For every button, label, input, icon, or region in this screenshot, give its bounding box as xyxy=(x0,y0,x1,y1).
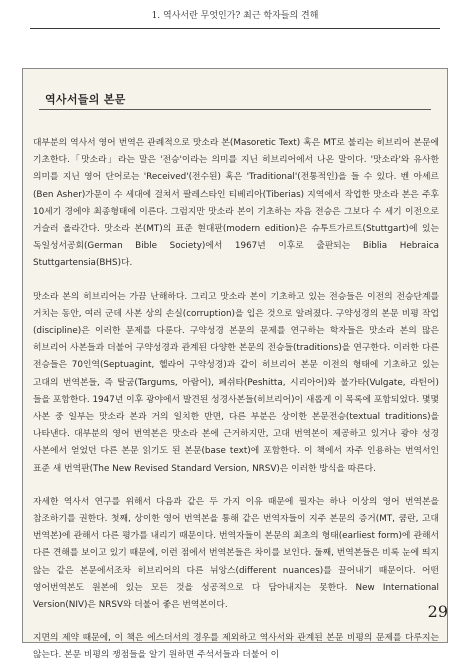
paragraph-2: 맛소라 본의 히브리어는 가끔 난해하다. 그리고 맛소라 본이 기초하고 있는 전승들은 이전의 전승단계를 거치는 동안, 여러 군데 사본 상의 손실(corruption)을 입은 것으로 알려졌다. 구약성경의 본문 비평 작업(discipline)은 이러한 문제를 다룬다. 구약성경 본문의 문제를 연구하는 학자들은 맛소라 본의 많은 히브리어 사본들과 더불어 구약성경과 관계된 다양한 본문의 전승들(traditions)을 연구한다. 이러한 다른 전승들은 70인역(Septuagint, 헬라어 구약성경)과 같이 히브리어 본문 이전의 형태에 기초하고 있는 고대의 번역본들, 즉 탈굼(Targums, 아람어), 페쉬타(Peshitta, 시리아어)와 불가타(Vulgate, 라틴어)들을 포함한다. 1947년 이후 광야에서 발견된 성경사본들(히브리어)이 새롭게 이 목록에 포함되었다. 몇몇 사본 중 일부는 맛소라 본과 거의 일치한 반면, 다른 부분은 상이한 본문전승(textual traditions)을 나타낸다. 대부분의 영어 번역본은 맛소라 본에 근거하지만, 고대 번역본이 제공하고 있거나 광야 성경 사본에서 얻었던 다른 본문 읽기도 된 본문(base text)에 포함한다. 이 책에서 자주 인용하는 번역서인 표준 새 번역판(The New Revised Standard Version, NRSV)은 이러한 방식을 따른다. xyxy=(33,291,439,474)
sidebar-box xyxy=(22,68,448,661)
header-rule xyxy=(30,28,440,29)
paragraph-3: 자세한 역사서 연구를 위해서 다음과 같은 두 가지 이유 때문에 필자는 하나 이상의 영어 번역본을 참조하기를 권한다. 첫째, 상이한 영어 번역본을 통해 같은 번역자들이 지주 본문의 증거(MT, 쿰란, 고대 번역본)에 관해서 다른 평가를 내리기 때문이다. 번역자들이 본문의 최초의 형태(earliest form)에 관해서 다른 견해를 보이고 있기 때문에, 이런 점에서 번역본들은 차이를 보인다. 둘째, 번역본들은 비록 눈에 띄지 않는 같은 본문에서조차 히브리어의 다른 뉘앙스(different nuances)를 끌어내기 때문이다. 어떤 영어번역본도 원본에 있는 모든 것을 성공적으로 다 담아내지는 못한다. New International Version(NIV)은 NRSV와 더불어 좋은 번역본이다. xyxy=(33,496,439,611)
box-body xyxy=(33,135,439,665)
running-head: 1. 역사서란 무엇인가? 최근 학자들의 견해 xyxy=(151,11,319,21)
page-number: 29 xyxy=(427,602,448,621)
box-title: 역사서들의 본문 xyxy=(45,93,126,106)
paragraph-1: 대부분의 역사서 영어 번역은 관례적으로 맛소라 본(Masoretic Text) 혹은 MT로 불리는 히브리어 본문에 기초한다.「맛소라」라는 말은 '전승'이라는 의미를 지닌 히브리어에서 나온 말이다. '맛소라'와 유사한 의미를 지닌 영어 단어로는 'Received'(전수된) 혹은 'Traditional'(전통적인)을 들 수 있다. 벤 아셰르(Ben Asher)가문이 수 세대에 걸쳐서 팔레스타인 티베리아(Tiberias) 지역에서 작업한 맛소라 본은 주후 10세기 경에야 최종형태에 이른다. 그럼지만 맛소라 본이 기초하는 자음 전승은 그보다 수 세기 이전으로 거슬러 올라간다. 맛소라 본(MT)의 표준 현대판(modern edition)은 슈투트가르트(Stuttgart)에 있는 독일성서공회(German Bible Society)에서 1967년 이후로 출판되는 Biblia Hebraica Stuttgartensia(BHS)다. xyxy=(33,138,439,269)
title-rule xyxy=(39,109,431,110)
paragraph-4: 지면의 제약 때문에, 이 책은 에스더서의 경우를 제외하고 역사서와 관계된 본문 비평의 문제를 다루지는 않는다. 본문 비평의 쟁점들을 알기 원하면 주석서들과 더불어 이 xyxy=(33,633,439,661)
